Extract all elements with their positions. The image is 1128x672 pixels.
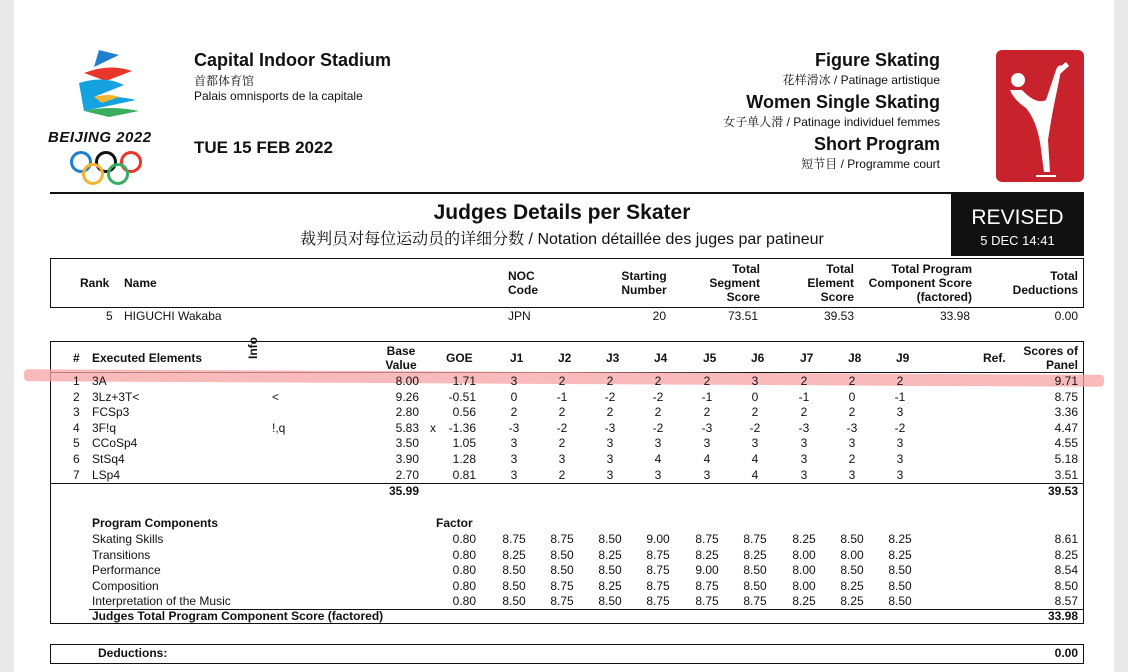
element-judge-4: 3 <box>654 467 662 482</box>
col-j8-header: J8 <box>848 351 862 365</box>
component-judge-4: 8.75 <box>646 563 670 578</box>
element-judge-1: 0 <box>510 389 518 404</box>
element-judge-8: 2 <box>848 405 856 420</box>
element-judge-2: 2 <box>558 436 566 451</box>
venue-name-fr: Palais omnisports de la capitale <box>194 89 363 103</box>
element-judge-7: 2 <box>800 374 808 388</box>
component-name: Skating Skills <box>92 532 164 546</box>
component-factor: 0.80 <box>452 532 476 546</box>
col-info-header: Info <box>246 337 260 359</box>
component-judge-7: 8.25 <box>792 594 816 609</box>
element-goe: 1.05 <box>452 436 476 451</box>
deductions-label: Deductions: <box>98 646 168 660</box>
beijing-2022-logo <box>44 45 164 190</box>
component-judge-7: 8.00 <box>792 563 816 578</box>
element-judge-9: 2 <box>896 374 904 388</box>
component-factor: 0.80 <box>452 578 476 593</box>
page-title: Judges Details per Skater <box>433 201 691 224</box>
event-name: Women Single Skating <box>746 92 940 112</box>
element-judge-5: -1 <box>701 389 713 404</box>
element-judge-3: 2 <box>606 405 614 420</box>
header-divider <box>50 192 1084 194</box>
element-number: 1 <box>73 374 80 388</box>
element-judge-2: -1 <box>556 389 568 404</box>
element-panel-score: 5.18 <box>1054 452 1078 466</box>
col-base-header: Base Value <box>385 344 417 372</box>
skater-name: HIGUCHI Wakaba <box>124 309 222 323</box>
element-judge-1: -3 <box>508 420 520 435</box>
sport-name: Figure Skating <box>814 50 940 70</box>
element-judge-3: 3 <box>606 436 614 451</box>
element-judge-8: -3 <box>846 420 858 435</box>
component-judge-9: 8.50 <box>888 578 912 593</box>
col-j5-header: J5 <box>703 351 717 365</box>
element-judge-8: 2 <box>848 374 856 388</box>
element-judge-6: -2 <box>749 420 761 435</box>
revised-label: REVISED <box>971 206 1064 229</box>
figure-skating-pictogram <box>996 50 1084 182</box>
element-x-flag: x <box>430 420 436 435</box>
element-judge-4: 2 <box>654 374 662 388</box>
component-judge-2: 8.75 <box>550 578 574 593</box>
component-judge-6: 8.75 <box>743 594 767 609</box>
component-judge-1: 8.50 <box>502 578 526 593</box>
component-judge-3: 8.50 <box>598 594 622 609</box>
element-code: FCSp3 <box>92 405 130 420</box>
component-judge-1: 8.50 <box>502 563 526 578</box>
element-base-value: 3.90 <box>395 452 419 466</box>
element-judge-6: 0 <box>751 389 759 404</box>
element-judge-3: -3 <box>604 420 616 435</box>
component-judge-2: 8.75 <box>550 594 574 609</box>
component-judge-9: 8.50 <box>888 594 912 609</box>
element-code: 3Lz+3T< <box>92 389 140 404</box>
component-judge-7: 8.25 <box>792 532 816 546</box>
element-judge-9: -1 <box>894 389 906 404</box>
component-judge-2: 8.50 <box>550 563 574 578</box>
event-date: TUE 15 FEB 2022 <box>194 138 333 157</box>
component-name: Performance <box>92 563 161 578</box>
element-judge-7: 3 <box>800 467 808 482</box>
col-tes-header: Total Element Score <box>807 262 854 304</box>
component-judge-5: 8.25 <box>695 547 719 562</box>
element-judge-4: 4 <box>654 452 662 466</box>
element-judge-4: 2 <box>654 405 662 420</box>
element-judge-5: 2 <box>703 374 711 388</box>
components-factor-header: Factor <box>436 516 473 530</box>
emblem-ribbon-icon <box>54 45 154 125</box>
element-goe: 0.81 <box>452 467 476 482</box>
component-judge-3: 8.25 <box>598 578 622 593</box>
sport-name-sub: 花样滑冰 / Patinage artistique <box>782 73 940 87</box>
element-judge-6: 3 <box>751 374 759 388</box>
component-judge-5: 8.75 <box>695 594 719 609</box>
revised-badge <box>951 194 1084 256</box>
element-base-value: 9.26 <box>395 389 419 404</box>
col-j7-header: J7 <box>800 351 814 365</box>
skater-icon <box>996 50 1084 182</box>
element-goe: 0.56 <box>452 405 476 420</box>
element-panel-score: 9.71 <box>1054 374 1078 388</box>
col-ded-header: Total Deductions <box>1012 269 1078 297</box>
element-judge-1: 3 <box>510 436 518 451</box>
component-score: 8.57 <box>1054 594 1078 609</box>
element-code: 3A <box>92 374 107 388</box>
skater-pcs: 33.98 <box>939 309 970 323</box>
element-number: 7 <box>73 467 80 482</box>
element-judge-8: 3 <box>848 436 856 451</box>
element-panel-score: 3.36 <box>1054 405 1078 420</box>
element-judge-2: 3 <box>558 452 566 466</box>
element-judge-2: 2 <box>558 374 566 388</box>
component-name: Composition <box>92 578 159 593</box>
element-base-value: 3.50 <box>395 436 419 451</box>
element-judge-3: 3 <box>606 452 614 466</box>
col-rank-header: Rank <box>80 276 110 290</box>
skater-rank: 5 <box>106 309 113 323</box>
component-judge-3: 8.25 <box>598 547 622 562</box>
skater-tes: 39.53 <box>823 309 854 323</box>
col-ref-header: Ref. <box>983 351 1006 365</box>
components-total-label: Judges Total Program Component Score (factored) <box>92 609 384 623</box>
element-goe: -0.51 <box>448 389 476 404</box>
component-judge-2: 8.50 <box>550 547 574 562</box>
component-judge-9: 8.50 <box>888 563 912 578</box>
element-judge-5: 4 <box>703 452 711 466</box>
col-j2-header: J2 <box>558 351 572 365</box>
element-number: 2 <box>73 389 80 404</box>
component-judge-1: 8.75 <box>502 532 526 546</box>
element-judge-7: -1 <box>798 389 810 404</box>
component-judge-4: 8.75 <box>646 594 670 609</box>
component-judge-1: 8.50 <box>502 594 526 609</box>
component-score: 8.61 <box>1054 532 1078 546</box>
page-subtitle: 裁判员对每位运动员的详细分数 / Notation détaillée des juges par patineur <box>300 231 824 248</box>
col-j4-header: J4 <box>654 351 668 365</box>
element-number: 3 <box>73 405 80 420</box>
segment-name: Short Program <box>813 134 940 154</box>
col-elements-header: Executed Elements <box>92 351 203 365</box>
element-judge-2: -2 <box>556 420 568 435</box>
element-judge-5: 3 <box>703 436 711 451</box>
component-judge-2: 8.75 <box>550 532 574 546</box>
elements-total-divider <box>50 483 1084 484</box>
component-judge-8: 8.50 <box>840 563 864 578</box>
element-judge-6: 4 <box>751 452 759 466</box>
col-goe-header: GOE <box>446 351 473 365</box>
element-judge-2: 2 <box>558 467 566 482</box>
component-judge-7: 8.00 <box>792 547 816 562</box>
element-panel-score: 8.75 <box>1054 389 1078 404</box>
element-judge-4: -2 <box>652 420 664 435</box>
element-judge-9: 3 <box>896 452 904 466</box>
element-judge-3: -2 <box>604 389 616 404</box>
components-total: 33.98 <box>1047 609 1078 623</box>
element-code: 3F!q <box>92 420 117 435</box>
component-judge-4: 8.75 <box>646 578 670 593</box>
results-sheet <box>14 0 1114 672</box>
element-number: 6 <box>73 452 80 466</box>
element-info: < <box>272 389 280 404</box>
component-score: 8.54 <box>1054 563 1078 578</box>
component-factor: 0.80 <box>452 594 476 609</box>
component-judge-6: 8.75 <box>743 532 767 546</box>
base-value-total: 35.99 <box>388 484 419 498</box>
element-number: 5 <box>73 436 80 451</box>
element-panel-score: 4.47 <box>1054 420 1078 435</box>
col-j6-header: J6 <box>751 351 765 365</box>
component-judge-9: 8.25 <box>888 532 912 546</box>
component-judge-6: 8.50 <box>743 578 767 593</box>
component-judge-1: 8.25 <box>502 547 526 562</box>
component-factor: 0.80 <box>452 547 476 562</box>
component-judge-8: 8.25 <box>840 594 864 609</box>
component-judge-5: 8.75 <box>695 532 719 546</box>
col-panel-header: Scores of Panel <box>1023 344 1078 372</box>
element-judge-6: 2 <box>751 405 759 420</box>
venue-name: Capital Indoor Stadium <box>194 50 392 70</box>
component-judge-5: 8.75 <box>695 578 719 593</box>
element-judge-8: 0 <box>848 389 856 404</box>
element-judge-6: 4 <box>751 467 759 482</box>
element-base-value: 2.70 <box>395 467 419 482</box>
component-judge-5: 9.00 <box>695 563 719 578</box>
element-judge-5: 3 <box>703 467 711 482</box>
components-title: Program Components <box>92 516 219 530</box>
component-judge-4: 9.00 <box>646 532 670 546</box>
component-judge-8: 8.50 <box>840 532 864 546</box>
component-judge-3: 8.50 <box>598 532 622 546</box>
col-start-header: Starting Number <box>621 269 667 297</box>
col-name-header: Name <box>124 276 157 290</box>
col-j9-header: J9 <box>896 351 910 365</box>
element-judge-7: 2 <box>800 405 808 420</box>
col-num-header: # <box>73 351 80 365</box>
element-panel-score: 4.55 <box>1054 436 1078 451</box>
event-name-sub: 女子单人滑 / Patinage individuel femmes <box>723 115 940 129</box>
component-score: 8.50 <box>1054 578 1078 593</box>
skater-start-number: 20 <box>652 309 666 323</box>
element-judge-9: 3 <box>896 436 904 451</box>
element-judge-7: 3 <box>800 452 808 466</box>
element-code: CCoSp4 <box>92 436 138 451</box>
element-judge-3: 2 <box>606 374 614 388</box>
element-judge-1: 3 <box>510 467 518 482</box>
component-name: Transitions <box>92 547 151 562</box>
element-number: 4 <box>73 420 80 435</box>
component-name: Interpretation of the Music <box>92 594 231 609</box>
element-judge-9: 3 <box>896 467 904 482</box>
logo-wordmark: BEIJING 2022 <box>48 129 152 146</box>
component-judge-6: 8.25 <box>743 547 767 562</box>
element-judge-9: 3 <box>896 405 904 420</box>
component-factor: 0.80 <box>452 563 476 578</box>
component-score: 8.25 <box>1054 547 1078 562</box>
element-goe: 1.71 <box>452 374 476 388</box>
element-judge-6: 3 <box>751 436 759 451</box>
element-judge-2: 2 <box>558 405 566 420</box>
component-judge-9: 8.25 <box>888 547 912 562</box>
element-judge-4: -2 <box>652 389 664 404</box>
deductions-value: 0.00 <box>1054 646 1078 660</box>
deductions-frame <box>50 644 1084 664</box>
segment-name-sub: 短节目 / Programme court <box>801 157 940 171</box>
col-noc-header: NOC Code <box>508 269 538 297</box>
col-j1-header: J1 <box>510 351 524 365</box>
element-judge-1: 3 <box>510 374 518 388</box>
element-judge-9: -2 <box>894 420 906 435</box>
component-judge-3: 8.50 <box>598 563 622 578</box>
component-judge-6: 8.50 <box>743 563 767 578</box>
skater-tss: 73.51 <box>727 309 758 323</box>
element-judge-8: 3 <box>848 467 856 482</box>
col-tss-header: Total Segment Score <box>709 262 760 304</box>
element-judge-7: 3 <box>800 436 808 451</box>
element-panel-score: 3.51 <box>1054 467 1078 482</box>
element-goe: -1.36 <box>448 420 476 435</box>
element-base-value: 8.00 <box>395 374 419 388</box>
element-judge-1: 3 <box>510 452 518 466</box>
col-pcs-header: Total Program Component Score (factored) <box>868 262 972 304</box>
element-base-value: 5.83 <box>395 420 419 435</box>
panel-score-total: 39.53 <box>1047 484 1078 498</box>
element-judge-5: 2 <box>703 405 711 420</box>
component-judge-8: 8.25 <box>840 578 864 593</box>
element-judge-3: 3 <box>606 467 614 482</box>
component-judge-8: 8.00 <box>840 547 864 562</box>
skater-noc: JPN <box>508 309 531 323</box>
element-code: StSq4 <box>92 452 125 466</box>
skater-deductions: 0.00 <box>1054 309 1078 323</box>
element-code: LSp4 <box>92 467 121 482</box>
revised-date: 5 DEC 14:41 <box>980 233 1055 248</box>
component-judge-4: 8.75 <box>646 547 670 562</box>
element-judge-4: 3 <box>654 436 662 451</box>
component-judge-7: 8.00 <box>792 578 816 593</box>
col-j3-header: J3 <box>606 351 620 365</box>
element-judge-1: 2 <box>510 405 518 420</box>
element-judge-5: -3 <box>701 420 713 435</box>
element-judge-7: -3 <box>798 420 810 435</box>
element-goe: 1.28 <box>452 452 476 466</box>
element-info: !,q <box>272 420 286 435</box>
venue-name-zh: 首都体育馆 <box>194 74 255 88</box>
element-judge-8: 2 <box>848 452 856 466</box>
element-base-value: 2.80 <box>395 405 419 420</box>
